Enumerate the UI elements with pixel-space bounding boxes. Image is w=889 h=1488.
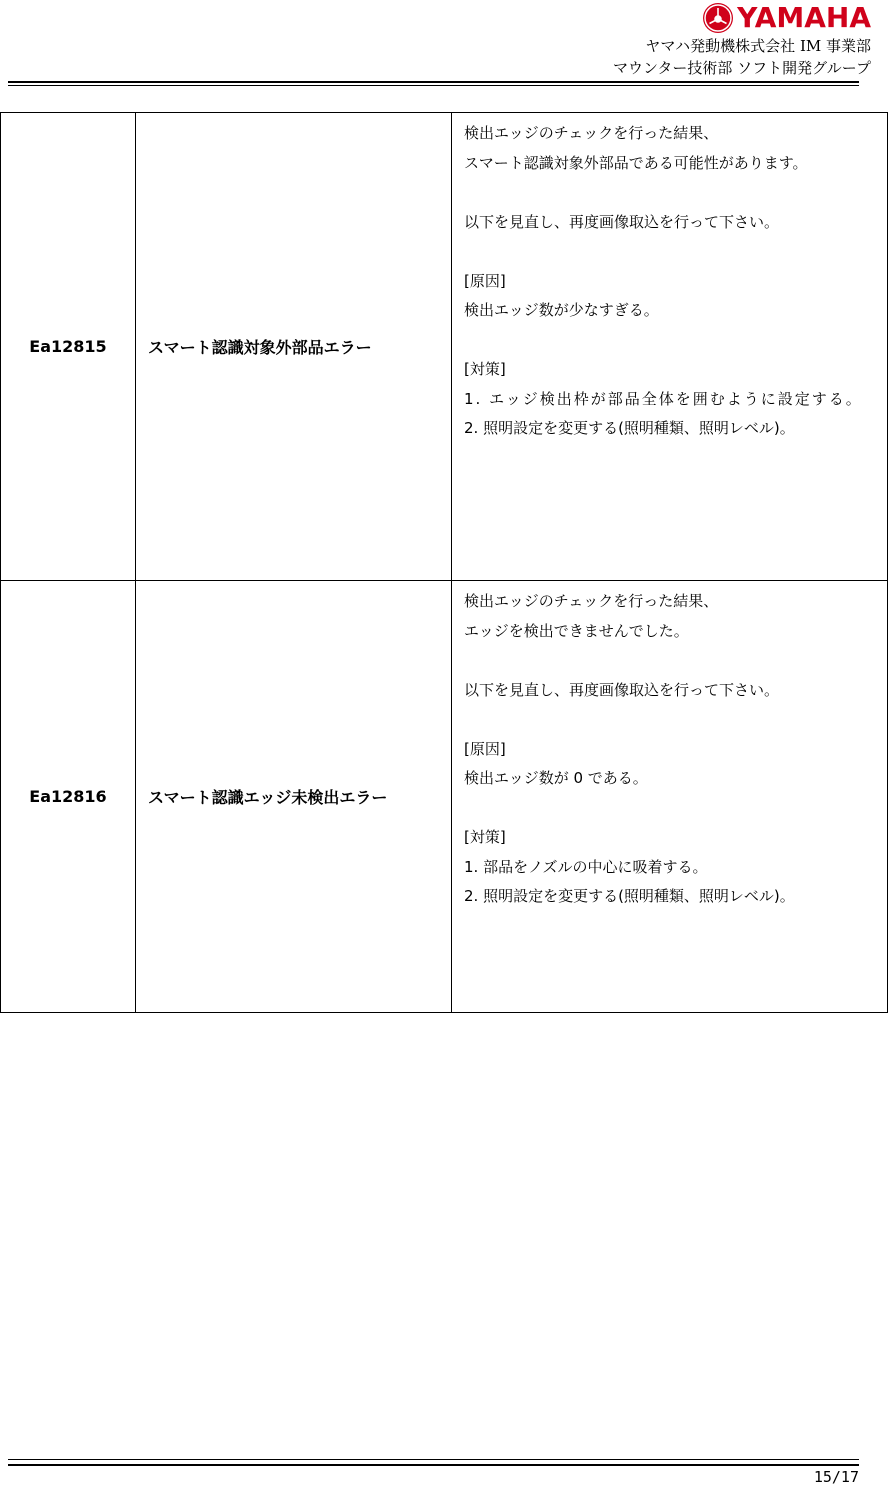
- brand-wordmark: YAMAHA: [737, 1, 871, 34]
- desc-line: [対策]: [464, 360, 506, 378]
- error-description: [452, 581, 888, 1013]
- desc-line: 2. 照明設定を変更する(照明種類、照明レベル)。: [464, 419, 795, 437]
- desc-line: 以下を見直し、再度画像取込を行って下さい。: [464, 212, 780, 231]
- desc-spacer: [464, 705, 883, 735]
- desc-line: 検出エッジのチェックを行った結果、: [464, 124, 719, 142]
- desc-spacer: [464, 237, 883, 267]
- desc-spacer: [464, 646, 883, 676]
- desc-line: 1. エッジ検出枠が部品全体を囲むように設定する。: [464, 389, 863, 408]
- desc-spacer: [464, 794, 883, 824]
- desc-line: 検出エッジ数が 0 である。: [464, 769, 648, 787]
- error-code-table: [0, 112, 888, 1013]
- desc-line: [原因]: [464, 271, 506, 290]
- error-name: スマート認識エッジ未検出エラー: [136, 581, 452, 1013]
- desc-line: エッジを検出できませんでした。: [464, 621, 689, 640]
- error-name: スマート認識対象外部品エラー: [136, 113, 452, 581]
- error-code: Ea12815: [1, 113, 136, 581]
- desc-line: [原因]: [464, 739, 506, 758]
- yamaha-logo: [703, 2, 871, 34]
- page-number: 15/17: [813, 1468, 859, 1486]
- desc-line: 1. 部品をノズルの中心に吸着する。: [464, 857, 708, 876]
- company-line: ヤマハ発動機株式会社 IM 事業部: [645, 37, 871, 55]
- desc-spacer: [464, 178, 883, 208]
- footer-divider: [8, 1464, 859, 1466]
- desc-line: 以下を見直し、再度画像取込を行って下さい。: [464, 680, 780, 699]
- error-description: [452, 113, 888, 581]
- desc-line: 2. 照明設定を変更する(照明種類、照明レベル)。: [464, 887, 795, 905]
- footer-divider-thin: [8, 1459, 859, 1460]
- department-line: マウンター技術部 ソフト開発グループ: [613, 59, 871, 77]
- table-row: [1, 113, 888, 581]
- desc-line: 検出エッジ数が少なすぎる。: [464, 301, 659, 319]
- table-row: [1, 581, 888, 1013]
- error-code: Ea12816: [1, 581, 136, 1013]
- header-divider-thin: [8, 85, 859, 86]
- desc-line: スマート認識対象外部品である可能性があります。: [464, 153, 808, 172]
- yamaha-emblem-icon: [703, 3, 733, 33]
- desc-line: [対策]: [464, 828, 506, 846]
- header-divider: [8, 81, 859, 83]
- desc-line: 検出エッジのチェックを行った結果、: [464, 592, 719, 610]
- desc-spacer: [464, 326, 883, 356]
